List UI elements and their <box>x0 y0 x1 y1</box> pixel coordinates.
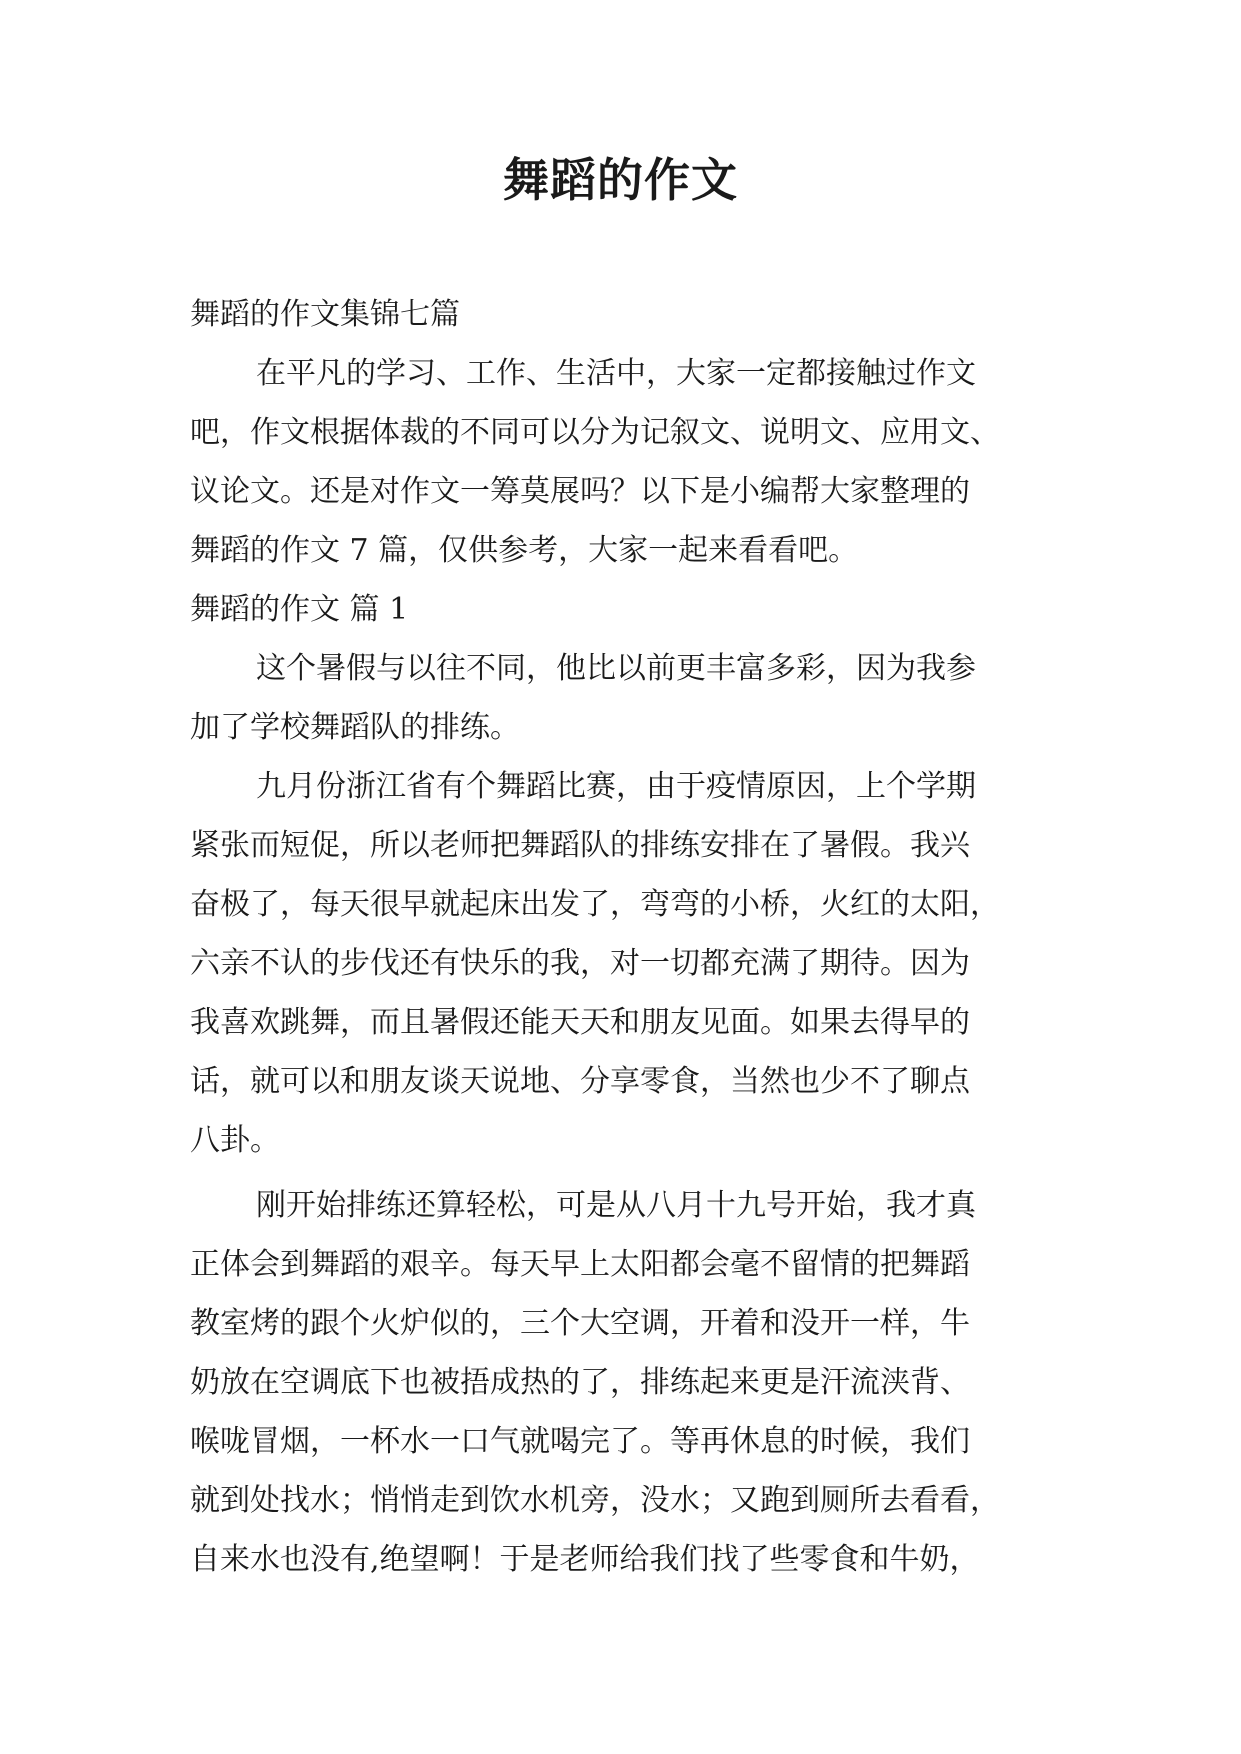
document-body <box>190 285 1070 1589</box>
text-line: 自来水也没有,绝望啊！于是老师给我们找了些零食和牛奶， <box>190 1542 980 1577</box>
text-line: 议论文。还是对作文一筹莫展吗？以下是小编帮大家整理的 <box>190 474 970 509</box>
intro-paragraph <box>190 344 1070 580</box>
text-line: 正体会到舞蹈的艰辛。每天早上太阳都会毫不留情的把舞蹈 <box>190 1247 970 1282</box>
text-line: 就到处找水；悄悄走到饮水机旁，没水；又跑到厕所去看看， <box>190 1483 1000 1518</box>
text-line: 奶放在空调底下也被捂成热的了，排练起来更是汗流浃背、 <box>190 1365 970 1400</box>
text-line: 六亲不认的步伐还有快乐的我，对一切都充满了期待。因为 <box>190 946 970 981</box>
text-line: 我喜欢跳舞，而且暑假还能天天和朋友见面。如果去得早的 <box>190 1005 970 1040</box>
document-subtitle: 舞蹈的作文集锦七篇 <box>190 297 460 332</box>
document-title: 舞蹈的作文 <box>503 153 738 207</box>
text-line: 教室烤的跟个火炉似的，三个大空调，开着和没开一样，牛 <box>190 1306 970 1341</box>
text-line: 八卦。 <box>190 1123 280 1158</box>
text-line: 这个暑假与以往不同，他比以前更丰富多彩，因为我参 <box>256 651 976 686</box>
text-line: 九月份浙江省有个舞蹈比赛，由于疫情原因，上个学期 <box>256 769 976 804</box>
text-line: 在平凡的学习、工作、生活中，大家一定都接触过作文 <box>256 356 976 391</box>
text-line: 舞蹈的作文 7 篇，仅供参考，大家一起来看看吧。 <box>190 533 859 568</box>
section-heading: 舞蹈的作文 篇 1 <box>190 592 409 627</box>
text-line: 刚开始排练还算轻松，可是从八月十九号开始，我才真 <box>256 1188 976 1223</box>
text-line: 话，就可以和朋友谈天说地、分享零食，当然也少不了聊点 <box>190 1064 970 1099</box>
text-line: 喉咙冒烟，一杯水一口气就喝完了。等再休息的时候，我们 <box>190 1424 970 1459</box>
text-line: 奋极了，每天很早就起床出发了，弯弯的小桥，火红的太阳， <box>190 887 1000 922</box>
text-line: 加了学校舞蹈队的排练。 <box>190 710 520 745</box>
body-paragraph <box>190 757 1070 1170</box>
text-line: 紧张而短促，所以老师把舞蹈队的排练安排在了暑假。我兴 <box>190 828 970 863</box>
body-paragraph <box>190 1176 1070 1589</box>
text-line: 吧，作文根据体裁的不同可以分为记叙文、说明文、应用文、 <box>190 415 1000 450</box>
body-paragraph <box>190 639 1070 757</box>
